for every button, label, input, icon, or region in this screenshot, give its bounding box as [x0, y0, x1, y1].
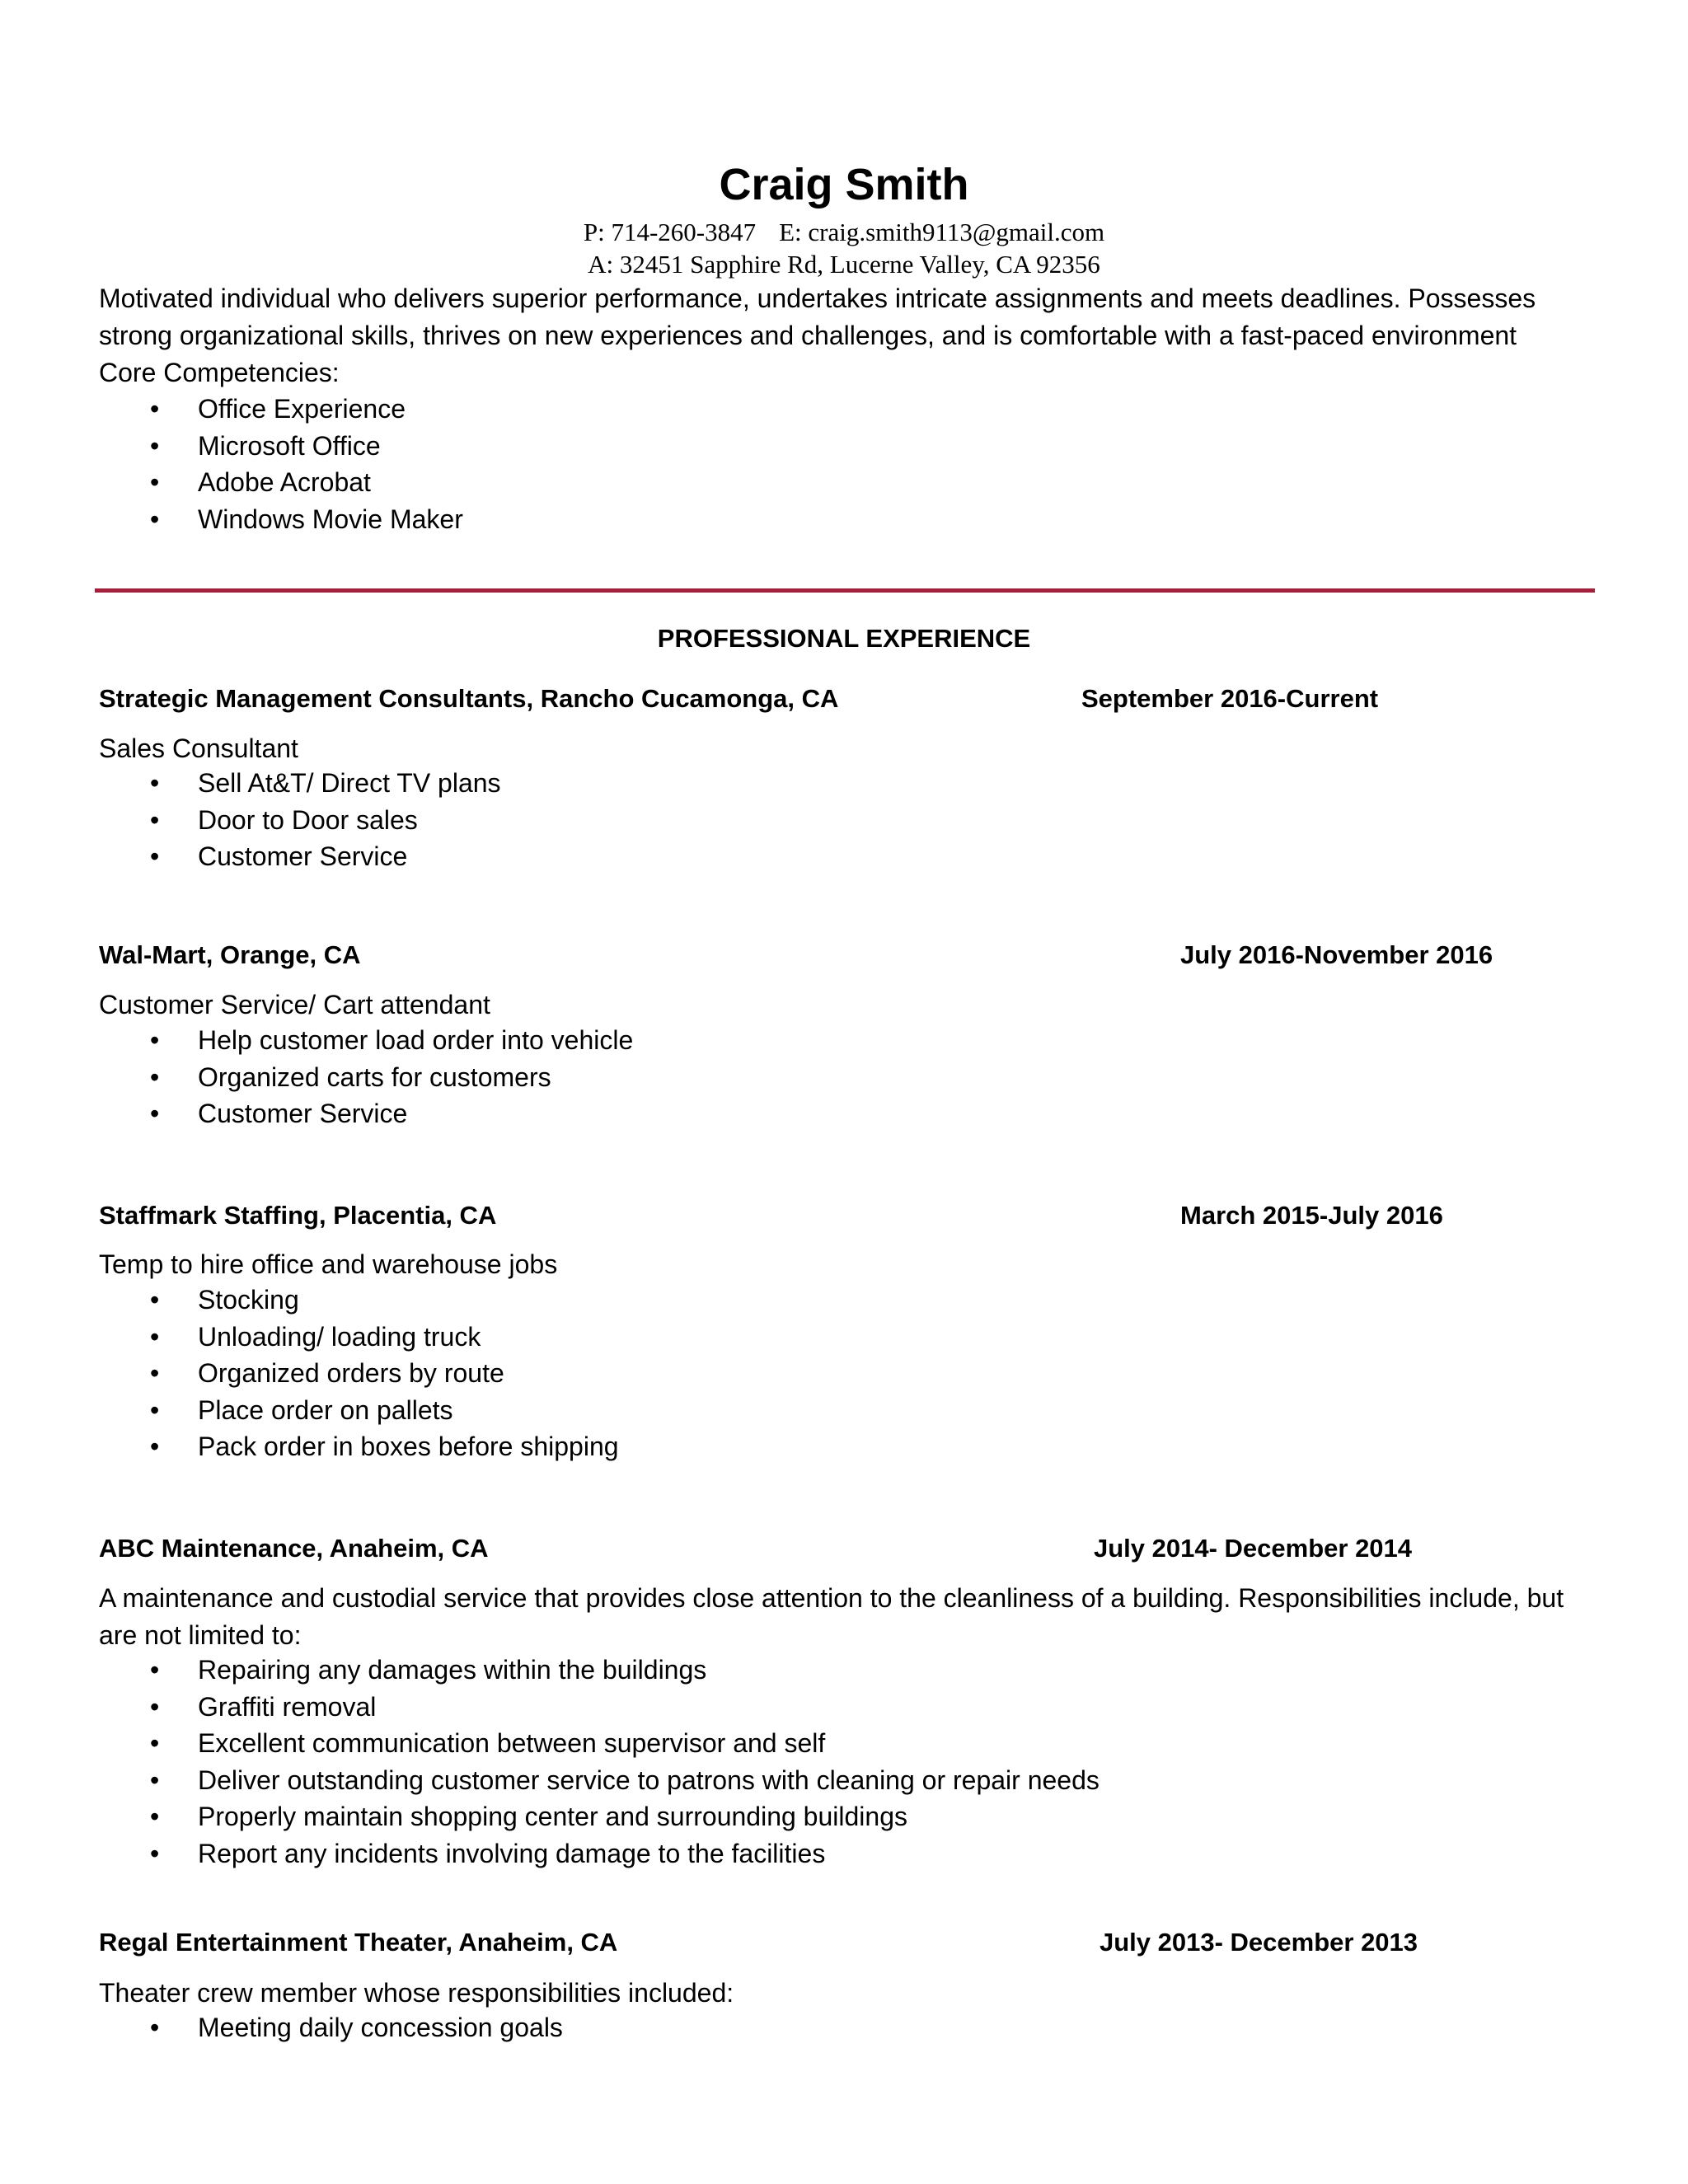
list-item: • Office Experience [0, 391, 1566, 428]
job-role: Theater crew member whose responsibilities included: [99, 1978, 734, 2008]
employer-heading: Wal-Mart, Orange, CA [99, 940, 361, 969]
address-line: A: 32451 Sapphire Rd, Lucerne Valley, CA 92356 [588, 250, 1100, 279]
list-item: • Meeting daily concession goals [0, 2009, 1566, 2046]
list-item: • Report any incidents involving damage to the facilities [0, 1835, 1566, 1872]
list-item: • Graffiti removal [0, 1689, 1566, 1726]
list-item: • Sell At&T/ Direct TV plans [0, 765, 1566, 802]
list-item: • Repairing any damages within the buildings [0, 1652, 1566, 1689]
contact-line-1 [0, 216, 1688, 249]
list-item: • Windows Movie Maker [0, 501, 1566, 538]
employment-dates: July 2014- December 2014 [1094, 1534, 1413, 1563]
list-item: • Stocking [0, 1282, 1566, 1319]
employment-dates: March 2015-July 2016 [1180, 1201, 1443, 1230]
list-item: • Organized carts for customers [0, 1059, 1566, 1096]
list-item: • Excellent communication between supervisor and self [0, 1725, 1566, 1762]
list-item: • Pack order in boxes before shipping [0, 1428, 1566, 1465]
list-item: • Customer Service [0, 1095, 1566, 1132]
job-duties-list [0, 1282, 1566, 1465]
professional-summary: Motivated individual who delivers superior performance, undertakes intricate assignments and meets deadlines. Possesses strong organizational skills, thrives on new experiences and challenges, and is comfortable with a fast-paced environment [99, 284, 1536, 350]
employer-heading: Regal Entertainment Theater, Anaheim, CA [99, 1928, 618, 1957]
section-title: PROFESSIONAL EXPERIENCE [657, 624, 1031, 653]
list-item: • Door to Door sales [0, 802, 1566, 839]
list-item: • Deliver outstanding customer service to patrons with cleaning or repair needs [0, 1762, 1566, 1799]
job-role: Sales Consultant [99, 733, 298, 763]
employment-dates: July 2013- December 2013 [1100, 1928, 1418, 1957]
job-role: Customer Service/ Cart attendant [99, 990, 490, 1019]
phone-number: P: 714-260-3847 [583, 218, 757, 246]
list-item: • Help customer load order into vehicle [0, 1022, 1566, 1059]
employer-heading: Staffmark Staffing, Placentia, CA [99, 1201, 497, 1230]
section-divider [95, 588, 1595, 593]
list-item: • Place order on pallets [0, 1392, 1566, 1429]
job-role: Temp to hire office and warehouse jobs [99, 1249, 558, 1279]
job-duties-list [0, 765, 1566, 875]
job-description: A maintenance and custodial service that provides close attention to the cleanliness of a building. Responsibilities include, but are not limited to: [99, 1583, 1564, 1650]
list-item: • Microsoft Office [0, 428, 1566, 465]
list-item: • Organized orders by route [0, 1355, 1566, 1392]
candidate-name: Craig Smith [719, 160, 969, 209]
job-duties-list [0, 1022, 1566, 1132]
core-competencies-list [0, 391, 1566, 537]
list-item: • Properly maintain shopping center and surrounding buildings [0, 1798, 1566, 1835]
job-duties-list [0, 1652, 1566, 1872]
employer-heading: Strategic Management Consultants, Rancho Cucamonga, CA [99, 684, 839, 713]
list-item: • Customer Service [0, 838, 1566, 875]
core-competencies-label: Core Competencies: [99, 358, 340, 387]
list-item: • Adobe Acrobat [0, 464, 1566, 501]
list-item: • Unloading/ loading truck [0, 1319, 1566, 1356]
job-duties-list [0, 2009, 1566, 2046]
email-address: E: craig.smith9113@gmail.com [779, 218, 1105, 246]
employment-dates: September 2016-Current [1081, 684, 1379, 713]
employment-dates: July 2016-November 2016 [1180, 940, 1493, 969]
employer-heading: ABC Maintenance, Anaheim, CA [99, 1534, 489, 1563]
